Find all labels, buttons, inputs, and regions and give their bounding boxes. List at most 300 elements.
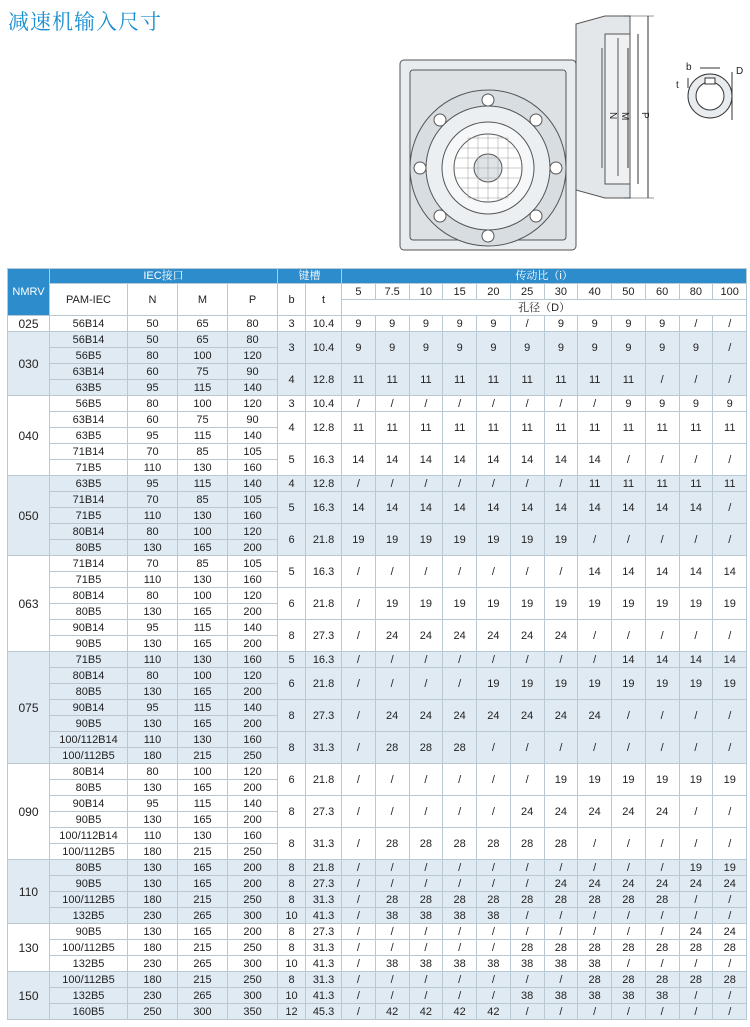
bore-cell: 19: [578, 588, 612, 620]
bore-cell: /: [578, 652, 612, 668]
pam-cell: 63B14: [50, 364, 128, 380]
bore-cell: 19: [409, 588, 443, 620]
bore-cell: 14: [612, 492, 646, 524]
bore-cell: /: [544, 396, 578, 412]
bore-cell: 19: [443, 588, 477, 620]
bore-cell: 19: [443, 524, 477, 556]
iec-dim-cell: 180: [128, 748, 178, 764]
bore-cell: /: [612, 956, 646, 972]
header-t: t: [306, 284, 342, 316]
bore-cell: 24: [544, 876, 578, 892]
pam-cell: 100/112B5: [50, 940, 128, 956]
key-cell: 27.3: [306, 620, 342, 652]
bore-cell: /: [409, 764, 443, 796]
bore-cell: /: [443, 796, 477, 828]
iec-dim-cell: 105: [228, 492, 278, 508]
bore-cell: /: [443, 396, 477, 412]
iec-dim-cell: 130: [178, 732, 228, 748]
pam-cell: 100/112B14: [50, 732, 128, 748]
bore-cell: 19: [409, 524, 443, 556]
bore-cell: /: [477, 924, 511, 940]
bore-cell: 24: [477, 700, 511, 732]
table-row: [8, 412, 747, 428]
pam-cell: 71B14: [50, 444, 128, 460]
bore-cell: 19: [544, 588, 578, 620]
key-cell: 4: [278, 412, 306, 444]
key-cell: 8: [278, 940, 306, 956]
iec-dim-cell: 100: [178, 348, 228, 364]
iec-dim-cell: 165: [178, 636, 228, 652]
header-bore: 孔径（D）: [342, 300, 747, 316]
iec-dim-cell: 115: [178, 380, 228, 396]
bore-cell: /: [342, 908, 376, 924]
iec-dim-cell: 60: [128, 364, 178, 380]
key-cell: 8: [278, 732, 306, 764]
bore-cell: /: [443, 764, 477, 796]
bore-cell: 14: [645, 492, 679, 524]
header-m: M: [178, 284, 228, 316]
bore-cell: 38: [477, 908, 511, 924]
bore-cell: 19: [375, 588, 409, 620]
bore-cell: 19: [477, 668, 511, 700]
bore-cell: 14: [612, 556, 646, 588]
iec-dim-cell: 165: [178, 684, 228, 700]
table-row: [8, 700, 747, 716]
key-cell: 21.8: [306, 524, 342, 556]
bore-cell: /: [612, 908, 646, 924]
keyway-label-d: D: [736, 66, 744, 77]
key-cell: 3: [278, 316, 306, 332]
key-cell: 41.3: [306, 956, 342, 972]
table-row: [8, 444, 747, 460]
bore-cell: /: [342, 732, 376, 764]
key-cell: 16.3: [306, 652, 342, 668]
bore-cell: 28: [612, 940, 646, 956]
bore-cell: 28: [510, 940, 544, 956]
table-row: [8, 588, 747, 604]
bore-cell: /: [578, 524, 612, 556]
iec-dim-cell: 350: [228, 1004, 278, 1020]
iec-dim-cell: 130: [128, 780, 178, 796]
bore-cell: /: [375, 668, 409, 700]
iec-dim-cell: 80: [128, 588, 178, 604]
bore-cell: 9: [645, 316, 679, 332]
iec-dim-cell: 230: [128, 956, 178, 972]
iec-dim-cell: 130: [128, 860, 178, 876]
model-cell: 110: [8, 860, 50, 924]
bore-cell: 38: [544, 956, 578, 972]
bore-cell: 19: [713, 860, 747, 876]
iec-dim-cell: 300: [228, 908, 278, 924]
bore-cell: /: [679, 892, 713, 908]
iec-dim-cell: 130: [178, 460, 228, 476]
bore-cell: /: [578, 908, 612, 924]
bore-cell: 24: [375, 620, 409, 652]
bore-cell: /: [645, 924, 679, 940]
bore-cell: 9: [679, 396, 713, 412]
iec-dim-cell: 250: [228, 972, 278, 988]
iec-dim-cell: 80: [228, 316, 278, 332]
iec-dim-cell: 110: [128, 732, 178, 748]
model-cell: 050: [8, 476, 50, 556]
iec-dim-cell: 80: [128, 396, 178, 412]
ratio-header: 30: [544, 284, 578, 300]
bore-cell: 11: [443, 364, 477, 396]
bore-cell: /: [679, 620, 713, 652]
bore-cell: /: [342, 892, 376, 908]
bore-cell: /: [477, 764, 511, 796]
iec-dim-cell: 50: [128, 332, 178, 348]
header-pam: PAM-IEC: [50, 284, 128, 316]
bore-cell: 24: [713, 924, 747, 940]
ratio-header: 100: [713, 284, 747, 300]
iec-dim-cell: 80: [128, 348, 178, 364]
bore-cell: 38: [612, 988, 646, 1004]
ratio-header: 80: [679, 284, 713, 300]
iec-dim-cell: 130: [128, 604, 178, 620]
ratio-header: 50: [612, 284, 646, 300]
bore-cell: 19: [713, 588, 747, 620]
key-cell: 3: [278, 332, 306, 364]
iec-dim-cell: 130: [128, 876, 178, 892]
iec-dim-cell: 250: [128, 1004, 178, 1020]
bore-cell: /: [713, 492, 747, 524]
pam-cell: 71B5: [50, 508, 128, 524]
iec-dim-cell: 115: [178, 428, 228, 444]
key-cell: 16.3: [306, 556, 342, 588]
bore-cell: /: [510, 924, 544, 940]
pam-cell: 56B14: [50, 332, 128, 348]
bore-cell: 28: [409, 732, 443, 764]
bore-cell: /: [612, 732, 646, 764]
iec-dim-cell: 115: [178, 620, 228, 636]
pam-cell: 80B5: [50, 860, 128, 876]
bore-cell: /: [679, 444, 713, 476]
bore-cell: 28: [409, 892, 443, 908]
iec-dim-cell: 90: [228, 364, 278, 380]
bore-cell: /: [510, 556, 544, 588]
bore-cell: 11: [443, 412, 477, 444]
bore-cell: 28: [713, 972, 747, 988]
pam-cell: 63B14: [50, 412, 128, 428]
iec-dim-cell: 95: [128, 796, 178, 812]
iec-dim-cell: 165: [178, 876, 228, 892]
iec-dim-cell: 105: [228, 556, 278, 572]
bore-cell: 9: [578, 316, 612, 332]
bore-cell: 9: [544, 316, 578, 332]
iec-dim-cell: 65: [178, 316, 228, 332]
bore-cell: 14: [443, 492, 477, 524]
iec-dim-cell: 230: [128, 908, 178, 924]
table-row: [8, 332, 747, 348]
key-cell: 12.8: [306, 412, 342, 444]
pam-cell: 90B5: [50, 716, 128, 732]
bore-cell: /: [342, 828, 376, 860]
bore-cell: /: [342, 556, 376, 588]
bore-cell: 19: [544, 668, 578, 700]
bore-cell: 14: [578, 444, 612, 476]
pam-cell: 100/112B5: [50, 748, 128, 764]
bore-cell: 14: [342, 492, 376, 524]
header-iec: IEC接口: [50, 269, 278, 284]
bore-cell: 9: [477, 332, 511, 364]
keyway-drawing: [672, 58, 748, 128]
iec-dim-cell: 160: [228, 572, 278, 588]
bore-cell: 11: [510, 364, 544, 396]
model-cell: 075: [8, 652, 50, 764]
bore-cell: 11: [477, 412, 511, 444]
table-row: [8, 828, 747, 844]
bore-cell: /: [510, 908, 544, 924]
bore-cell: 14: [409, 444, 443, 476]
iec-dim-cell: 165: [178, 812, 228, 828]
bore-cell: /: [477, 860, 511, 876]
bore-cell: 14: [612, 652, 646, 668]
ratio-header: 20: [477, 284, 511, 300]
table-row: [8, 924, 747, 940]
bore-cell: /: [409, 396, 443, 412]
bore-cell: /: [375, 396, 409, 412]
bore-cell: /: [713, 444, 747, 476]
bore-cell: /: [679, 732, 713, 764]
pam-cell: 80B5: [50, 684, 128, 700]
header-n: N: [128, 284, 178, 316]
key-cell: 5: [278, 444, 306, 476]
bore-cell: 38: [443, 956, 477, 972]
ratio-header: 5: [342, 284, 376, 300]
key-cell: 10: [278, 956, 306, 972]
key-cell: 31.3: [306, 940, 342, 956]
bore-cell: 9: [443, 316, 477, 332]
bore-cell: 42: [477, 1004, 511, 1020]
bore-cell: /: [544, 860, 578, 876]
bore-cell: /: [713, 988, 747, 1004]
pam-cell: 80B5: [50, 540, 128, 556]
iec-dim-cell: 70: [128, 492, 178, 508]
bore-cell: /: [409, 988, 443, 1004]
iec-dim-cell: 160: [228, 508, 278, 524]
bore-cell: /: [544, 652, 578, 668]
bore-cell: 11: [612, 364, 646, 396]
model-cell: 030: [8, 332, 50, 396]
key-cell: 31.3: [306, 892, 342, 908]
bore-cell: /: [510, 396, 544, 412]
bore-cell: 11: [544, 412, 578, 444]
iec-dim-cell: 165: [178, 924, 228, 940]
bore-cell: 42: [375, 1004, 409, 1020]
bore-cell: /: [645, 444, 679, 476]
bore-cell: /: [713, 732, 747, 764]
pam-cell: 132B5: [50, 908, 128, 924]
pam-cell: 71B5: [50, 572, 128, 588]
iec-dim-cell: 180: [128, 940, 178, 956]
bore-cell: 28: [375, 892, 409, 908]
bore-cell: 14: [409, 492, 443, 524]
bore-cell: /: [375, 924, 409, 940]
table-row: [8, 524, 747, 540]
bore-cell: 14: [375, 444, 409, 476]
bore-cell: 11: [612, 412, 646, 444]
iec-dim-cell: 140: [228, 380, 278, 396]
iec-dim-cell: 160: [228, 460, 278, 476]
bore-cell: 28: [510, 892, 544, 908]
model-cell: 025: [8, 316, 50, 332]
bore-cell: 9: [713, 396, 747, 412]
bore-cell: /: [544, 476, 578, 492]
iec-dim-cell: 230: [128, 988, 178, 1004]
bore-cell: 11: [375, 364, 409, 396]
model-cell: 150: [8, 972, 50, 1020]
key-cell: 21.8: [306, 860, 342, 876]
pam-cell: 56B5: [50, 348, 128, 364]
bore-cell: /: [713, 620, 747, 652]
bore-cell: 24: [510, 700, 544, 732]
page-title: 减速机输入尺寸: [8, 10, 162, 34]
bore-cell: 28: [375, 732, 409, 764]
key-cell: 6: [278, 764, 306, 796]
pam-cell: 56B5: [50, 396, 128, 412]
bore-cell: /: [409, 796, 443, 828]
table-row: [8, 396, 747, 412]
bore-cell: 9: [612, 332, 646, 364]
bore-cell: /: [477, 988, 511, 1004]
iec-dim-cell: 300: [228, 956, 278, 972]
bore-cell: /: [645, 828, 679, 860]
bore-cell: /: [612, 524, 646, 556]
bore-cell: /: [713, 524, 747, 556]
bore-cell: 14: [510, 444, 544, 476]
bore-cell: /: [443, 940, 477, 956]
bore-cell: /: [713, 364, 747, 396]
table-row: [8, 652, 747, 668]
iec-dim-cell: 50: [128, 316, 178, 332]
key-cell: 31.3: [306, 732, 342, 764]
ratio-header: 15: [443, 284, 477, 300]
iec-dim-cell: 90: [228, 412, 278, 428]
table-row: [8, 732, 747, 748]
pam-cell: 100/112B5: [50, 972, 128, 988]
iec-dim-cell: 200: [228, 604, 278, 620]
pam-cell: 71B5: [50, 652, 128, 668]
pam-cell: 71B14: [50, 492, 128, 508]
key-cell: 12.8: [306, 364, 342, 396]
iec-dim-cell: 250: [228, 940, 278, 956]
bore-cell: 14: [645, 556, 679, 588]
bore-cell: /: [375, 940, 409, 956]
iec-dim-cell: 160: [228, 732, 278, 748]
bore-cell: 28: [544, 828, 578, 860]
bore-cell: /: [645, 700, 679, 732]
ratio-header: 7.5: [375, 284, 409, 300]
header-p: P: [228, 284, 278, 316]
iec-dim-cell: 165: [178, 540, 228, 556]
pam-cell: 90B5: [50, 924, 128, 940]
bore-cell: /: [375, 988, 409, 1004]
model-cell: 130: [8, 924, 50, 972]
iec-dim-cell: 110: [128, 460, 178, 476]
table-row: [8, 796, 747, 812]
bore-cell: /: [713, 316, 747, 332]
bore-cell: /: [375, 972, 409, 988]
bore-cell: 38: [477, 956, 511, 972]
bore-cell: /: [342, 620, 376, 652]
bore-cell: 24: [510, 620, 544, 652]
bore-cell: 28: [544, 940, 578, 956]
bore-cell: /: [679, 364, 713, 396]
pam-cell: 71B14: [50, 556, 128, 572]
bore-cell: 28: [477, 828, 511, 860]
table-row: [8, 1004, 747, 1020]
iec-dim-cell: 120: [228, 588, 278, 604]
bore-cell: 19: [612, 764, 646, 796]
iec-dim-cell: 160: [228, 828, 278, 844]
bore-cell: /: [713, 956, 747, 972]
bore-cell: 19: [342, 524, 376, 556]
iec-dim-cell: 70: [128, 556, 178, 572]
bore-cell: 19: [679, 860, 713, 876]
iec-dim-cell: 70: [128, 444, 178, 460]
pam-cell: 71B5: [50, 460, 128, 476]
bore-cell: 24: [612, 876, 646, 892]
bore-cell: 24: [375, 700, 409, 732]
bore-cell: /: [612, 1004, 646, 1020]
iec-dim-cell: 95: [128, 700, 178, 716]
bore-cell: 28: [510, 828, 544, 860]
bore-cell: 19: [510, 668, 544, 700]
iec-dim-cell: 250: [228, 844, 278, 860]
bore-cell: /: [713, 332, 747, 364]
iec-dim-cell: 215: [178, 844, 228, 860]
bore-cell: 11: [713, 412, 747, 444]
iec-dim-cell: 120: [228, 348, 278, 364]
bore-cell: 19: [645, 588, 679, 620]
model-cell: 090: [8, 764, 50, 860]
bore-cell: 42: [409, 1004, 443, 1020]
key-cell: 27.3: [306, 700, 342, 732]
bore-cell: 24: [443, 700, 477, 732]
bore-cell: /: [477, 972, 511, 988]
key-cell: 41.3: [306, 988, 342, 1004]
table-row: [8, 860, 747, 876]
bore-cell: 9: [612, 396, 646, 412]
bore-cell: /: [510, 764, 544, 796]
key-cell: 8: [278, 796, 306, 828]
bore-cell: 11: [645, 476, 679, 492]
key-cell: 8: [278, 972, 306, 988]
bore-cell: /: [612, 860, 646, 876]
iec-dim-cell: 85: [178, 556, 228, 572]
iec-dim-cell: 165: [178, 860, 228, 876]
bore-cell: /: [443, 860, 477, 876]
bore-cell: 14: [578, 492, 612, 524]
dim-label-n: N: [607, 112, 618, 120]
bore-cell: /: [612, 828, 646, 860]
bore-cell: /: [578, 828, 612, 860]
bore-cell: 24: [578, 700, 612, 732]
bore-cell: /: [645, 1004, 679, 1020]
bore-cell: 14: [342, 444, 376, 476]
iec-dim-cell: 300: [178, 1004, 228, 1020]
iec-dim-cell: 165: [178, 780, 228, 796]
dim-label-m: M: [619, 112, 630, 121]
bore-cell: /: [443, 972, 477, 988]
keyway-label-t: t: [676, 80, 679, 91]
bore-cell: /: [375, 476, 409, 492]
key-cell: 6: [278, 668, 306, 700]
bore-cell: 11: [544, 364, 578, 396]
iec-dim-cell: 75: [178, 412, 228, 428]
bore-cell: /: [510, 1004, 544, 1020]
